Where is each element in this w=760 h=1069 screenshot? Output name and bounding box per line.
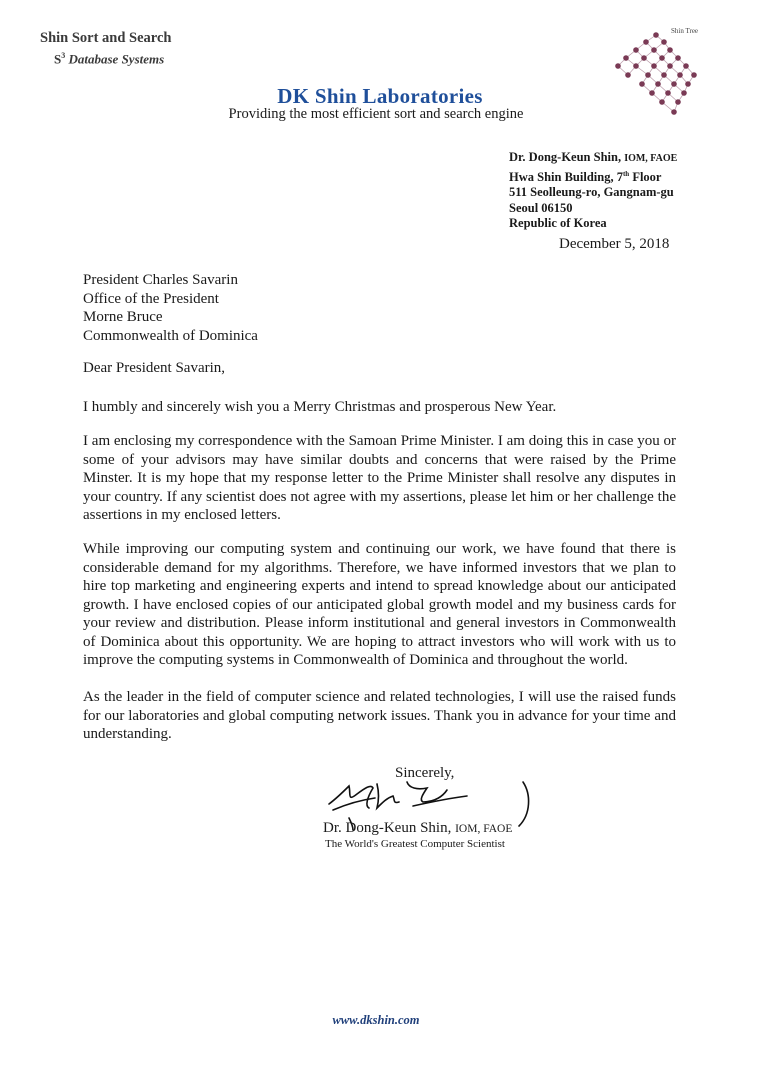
logo-node	[667, 47, 673, 53]
logo-node	[639, 81, 645, 87]
website-footer: www.dkshin.com	[332, 1013, 420, 1027]
shin-tree-logo	[608, 22, 708, 122]
logo-node	[675, 55, 681, 61]
logo-node	[683, 63, 689, 69]
logo-node	[633, 63, 639, 69]
logo-node	[661, 72, 667, 78]
logo-node	[677, 72, 683, 78]
recipient-line: Morne Bruce	[83, 309, 163, 325]
logo-node	[625, 72, 631, 78]
recipient-line: President Charles Savarin	[83, 272, 238, 288]
logo-node	[675, 99, 681, 105]
sender-street: 511 Seolleung-ro, Gangnam-gu	[509, 185, 674, 200]
logo-node	[685, 81, 691, 87]
logo-node	[651, 47, 657, 53]
logo-node	[671, 109, 677, 115]
closing: Sincerely,	[395, 765, 455, 781]
logo-node	[659, 55, 665, 61]
letter-date: December 5, 2018	[559, 236, 670, 252]
logo-node	[665, 90, 671, 96]
logo-node	[641, 55, 647, 61]
logo-node	[645, 72, 651, 78]
company-tagline: Providing the most efficient sort and search engine	[228, 106, 524, 122]
logo-caption: Shin Tree	[671, 27, 699, 35]
logo-node	[633, 47, 639, 53]
logo-node	[681, 90, 687, 96]
brand-block	[40, 30, 171, 67]
logo-node	[653, 32, 659, 38]
logo-node	[659, 99, 665, 105]
logo-node	[691, 72, 697, 78]
recipient-line: Office of the President	[83, 290, 219, 307]
logo-node	[615, 63, 621, 69]
sender-country: Republic of Korea	[509, 216, 607, 231]
brand-subtitle: $S^3$ Database Systems	[54, 51, 165, 67]
logo-node	[643, 39, 649, 45]
logo-node	[671, 81, 677, 87]
logo-node	[661, 39, 667, 45]
logo-node	[655, 81, 661, 87]
logo-node	[651, 63, 657, 69]
body-paragraph: I am enclosing my correspondence with the Samoan Prime Minister. I am doing this in case you or some of your advisors may have similar doubts and concerns that were raised by the Prime Minster. It is my hope that my response letter to the Prime Minister shall resolve any disputes in your country. If any scientist does not agree with my assertions, please let him or her challenge the assertions in my enclosed letters.	[83, 433, 676, 523]
sender-building: Hwa Shin Building, 7th Floor	[509, 169, 662, 184]
body-paragraph: As the leader in the field of computer science and related technologies, I will use the raised funds for our laboratories and global computing network issues. Thank you in advance for your time and understanding.	[83, 689, 676, 742]
body-paragraph: While improving our computing system and continuing our work, we have found that there is considerable demand for my algorithms. Therefore, we have informed investors that we plan to hire top marketing and engineering experts and intend to spread knowledge about our anticipated growth. I have enclosed copies of our anticipated global growth model and my business cards for your review and distribution. Please inform institutional and general investors in Commonwealth of Dominica about this opportunity. We are hoping to attract investors who will work with us to improve the computing systems in Commonwealth of Dominica and throughout the world.	[83, 541, 676, 668]
salutation: Dear President Savarin,	[83, 360, 226, 376]
signer-title: The World's Greatest Computer Scientist	[325, 838, 505, 850]
signer-name: Dr. Dong-Keun Shin, IOM, FAOE	[323, 820, 513, 836]
recipient-address	[83, 271, 258, 345]
company-name: DK Shin Laboratories	[277, 84, 483, 108]
body-paragraph: I humbly and sincerely wish you a Merry Christmas and prosperous New Year.	[83, 399, 557, 415]
logo-node	[667, 63, 673, 69]
logo-node	[649, 90, 655, 96]
sender-address	[509, 150, 677, 232]
sender-city: Seoul 06150	[509, 200, 573, 215]
recipient-line: Commonwealth of Dominica	[83, 327, 258, 344]
logo-node	[623, 55, 629, 61]
sender-name-line: Dr. Dong-Keun Shin, IOM, FAOE	[509, 150, 678, 164]
brand-name: Shin Sort and Search	[40, 30, 172, 46]
